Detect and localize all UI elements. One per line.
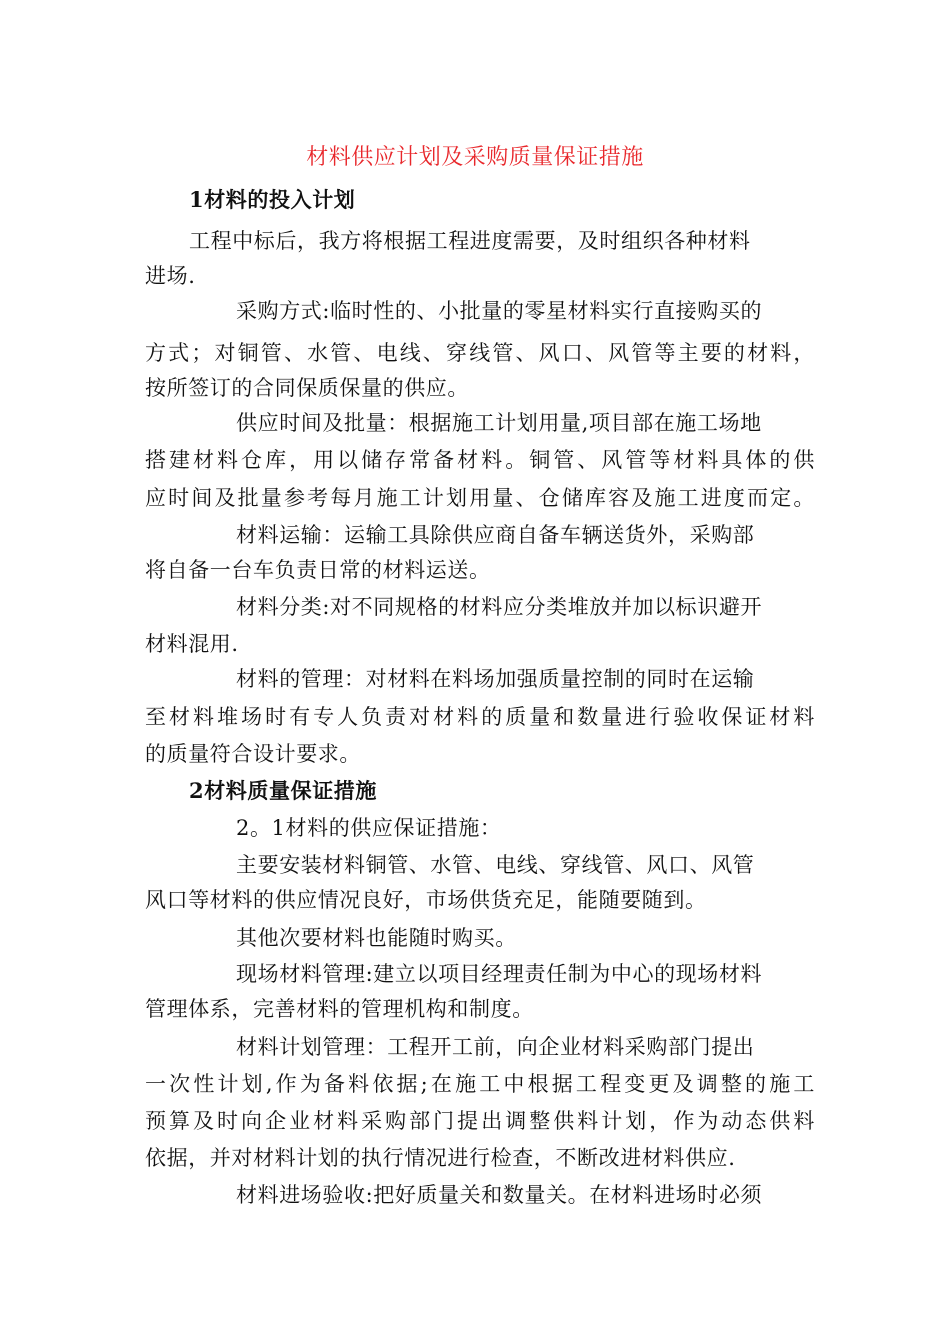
document-title: 材料供应计划及采购质量保证措施: [306, 145, 644, 170]
paragraph-line: 供应时间及批量：根据施工计划用量,项目部在施工场地: [236, 411, 762, 435]
paragraph-line: 将自备一台车负责日常的材料运送。: [145, 558, 491, 582]
paragraph-line: 至材料堆场时有专人负责对材料的质量和数量进行验收保证材料: [145, 705, 815, 729]
paragraph-line: 进场.: [145, 264, 196, 288]
paragraph-line: 应时间及批量参考每月施工计划用量、仓储库容及施工进度而定。: [145, 486, 815, 510]
paragraph-line: 材料计划管理：工程开工前，向企业材料采购部门提出: [236, 1035, 755, 1059]
paragraph-line: 材料运输：运输工具除供应商自备车辆送货外，采购部: [236, 523, 755, 547]
section-heading-2: 2材料质量保证措施: [189, 778, 378, 803]
paragraph-line: 采购方式:临时性的、小批量的零星材料实行直接购买的: [236, 299, 763, 323]
paragraph-line: 材料进场验收:把好质量关和数量关。在材料进场时必须: [236, 1183, 763, 1207]
paragraph-line: 材料分类:对不同规格的材料应分类堆放并加以标识避开: [236, 595, 763, 619]
subsection-heading: 2。1材料的供应保证措施：: [236, 816, 502, 840]
paragraph-line: 现场材料管理:建立以项目经理责任制为中心的现场材料: [236, 962, 763, 986]
paragraph-line: 主要安装材料铜管、水管、电线、穿线管、风口、风管: [236, 853, 755, 877]
paragraph-line: 预算及时向企业材料采购部门提出调整供料计划，作为动态供料: [145, 1109, 815, 1133]
paragraph-line: 方式；对铜管、水管、电线、穿线管、风口、风管等主要的材料，: [145, 341, 815, 365]
paragraph-line: 搭建材料仓库，用以储存常备材料。铜管、风管等材料具体的供: [145, 448, 815, 472]
paragraph-line: 工程中标后，我方将根据工程进度需要，及时组织各种材料: [189, 229, 751, 253]
paragraph-line: 一次性计划,作为备料依据;在施工中根据工程变更及调整的施工: [145, 1072, 815, 1096]
paragraph-line: 按所签订的合同保质保量的供应。: [145, 376, 469, 400]
paragraph-line: 材料混用.: [145, 632, 239, 656]
paragraph-line: 材料的管理：对材料在料场加强质量控制的同时在运输: [236, 667, 755, 691]
paragraph-line: 风口等材料的供应情况良好，市场供货充足，能随要随到。: [145, 888, 707, 912]
paragraph-line: 依据，并对材料计划的执行情况进行检查，不断改进材料供应.: [145, 1146, 736, 1170]
paragraph-line: 管理体系，完善材料的管理机构和制度。: [145, 997, 534, 1021]
section-heading-1: 1材料的投入计划: [189, 187, 356, 212]
paragraph-line: 其他次要材料也能随时购买。: [236, 926, 517, 950]
paragraph-line: 的质量符合设计要求。: [145, 742, 361, 766]
